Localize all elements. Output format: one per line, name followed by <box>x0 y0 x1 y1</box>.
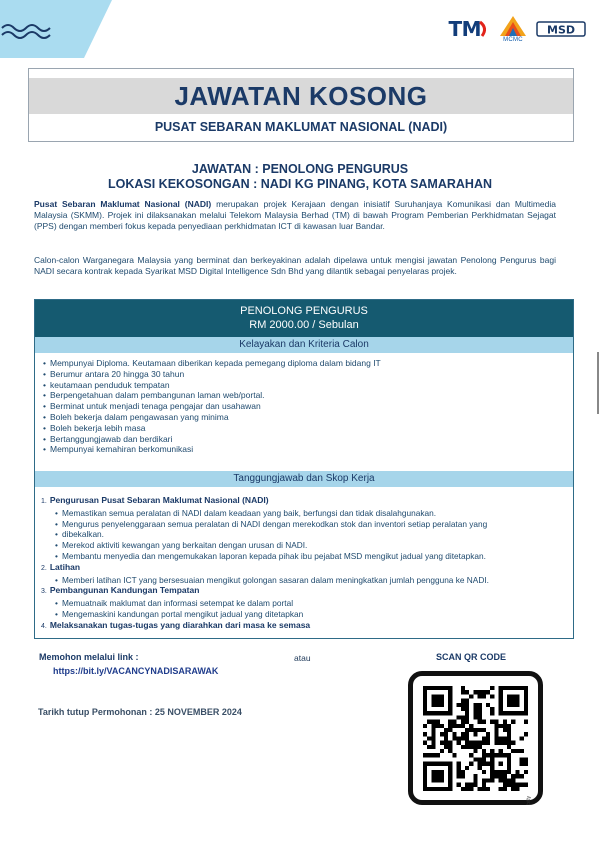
duties-header: Tanggungjawab dan Skop Kerja <box>35 471 573 487</box>
intro-org-name: Pusat Sebaran Maklumat Nasional (NADI) <box>34 199 212 209</box>
duty-section: 2. Latihan • Memberi latihan ICT yang bersesuaian mengikut golongan sasaran dalam meningkatkan jumlah pengguna ke NADI. <box>41 562 567 586</box>
duty-section: 1. Pengurusan Pusat Sebaran Maklumat Nasional (NADI) • Memastikan semua peralatan di NADI dalam keadaan yang baik, berfungsi dan tidak disalahgunakan. • Mengurus penyelenggaraan semua peralatan di NADI dengan merekodkan stok dan inventori setiap peralatan yang • dibekalkan. • Merekod aktiviti kewangan yang berkaitan dengan urusan di NADI. • Membantu menyedia dan mengemukakan laporan kepada pihak ibu pejabat MSD mengikut jadual yang ditetapkan. <box>41 495 567 562</box>
title-band <box>29 78 573 114</box>
duty-section-title: Melaksanakan tugas-tugas yang diarahkan dari masa ke semasa <box>49 619 311 630</box>
list-item: • Boleh bekerja lebih masa <box>43 423 563 434</box>
list-item: • keutamaan penduduk tempatan <box>43 380 563 391</box>
duty-section-title: Latihan <box>49 561 81 572</box>
apply-link[interactable]: https://bit.ly/VACANCYNADISARAWAK <box>53 666 219 676</box>
salary: RM 2000.00 / Sebulan <box>249 319 359 331</box>
list-item: • Memberi latihan ICT yang bersesuaian mengikut golongan sasaran dalam meningkatkan jumlah pengguna ke NADI. <box>55 575 567 586</box>
apply-label: Memohon melalui link : <box>39 652 139 662</box>
role-header <box>35 300 573 337</box>
edge-rule <box>597 352 599 414</box>
job-location: LOKASI KEKOSONGAN : NADI KG PINANG, KOTA SAMARAHAN <box>107 177 493 191</box>
list-item: • Membantu menyedia dan mengemukakan laporan kepada pihak ibu pejabat MSD mengikut jadual yang ditetapkan. <box>55 551 567 562</box>
list-item: • Mempunyai Diploma. Keutamaan diberikan kepada pemegang diploma dalam bidang IT <box>43 358 563 369</box>
list-item: • Berpengetahuan dalam pembangunan laman web/portal. <box>43 390 563 401</box>
list-item: • Berminat untuk menjadi tenaga pengajar dan usahawan <box>43 401 563 412</box>
eligibility-list <box>43 358 563 455</box>
page-title: JAWATAN KOSONG <box>174 80 428 111</box>
svg-text:MSD: MSD <box>547 23 575 37</box>
list-item: • Memuatnaik maklumat dan informasi setempat ke dalam portal <box>55 598 567 609</box>
job-position: JAWATAN : PENOLONG PENGURUS <box>191 162 409 176</box>
or-label: atau <box>294 653 311 663</box>
partner-logos <box>448 14 586 44</box>
intro-paragraph-2: Calon-calon Warganegara Malaysia yang berminat dan berkeyakinan adalah dipelawa untuk mengisi jawatan Penolong Pengurus bagi NADI secara kontrak kepada Syarikat MSD Digital Intelligence Sdn Bhd yang dilantik sebagai penyelaras projek. <box>34 255 556 276</box>
eligibility-header: Kelayakan dan Kriteria Calon <box>35 337 573 353</box>
job-info <box>0 162 600 192</box>
list-item: • Mengurus penyelenggaraan semua peralatan di NADI dengan merekodkan stok dan inventori setiap peralatan yang <box>55 519 567 530</box>
corner-wave-decoration <box>0 0 112 58</box>
duty-section-title: Pembangunan Kandungan Tempatan <box>49 585 200 596</box>
tm-logo: TM <box>448 17 490 41</box>
list-item: • Mengemaskini kandungan portal mengikut jadual yang ditetapkan <box>55 609 567 620</box>
job-details-box <box>34 299 574 639</box>
closing-date: Tarikh tutup Permohonan : 25 NOVEMBER 2024 <box>38 707 242 717</box>
qr-code[interactable] <box>408 671 543 805</box>
intro-paragraph-1 <box>34 199 556 231</box>
list-item: • Berumur antara 20 hingga 30 tahun <box>43 369 563 380</box>
duty-section: 3. Pembangunan Kandungan Tempatan • Memuatnaik maklumat dan informasi setempat ke dalam portal • Mengemaskini kandungan portal mengikut jadual yang ditetapkan <box>41 585 567 619</box>
title-box <box>28 68 574 142</box>
duty-section-title: Pengurusan Pusat Sebaran Maklumat Nasional (NADI) <box>49 495 269 505</box>
qr-caption: bitly <box>526 796 532 805</box>
mcmc-logo: MCMC <box>496 15 530 43</box>
role-title: PENOLONG PENGURUS <box>240 305 368 317</box>
qr-code-image <box>423 686 528 791</box>
msd-logo <box>536 19 586 39</box>
list-item: • Bertanggungjawab dan berdikari <box>43 434 563 445</box>
list-item: • Memastikan semua peralatan di NADI dalam keadaan yang baik, berfungsi dan tidak disalahgunakan. <box>55 508 567 519</box>
list-item: • Merekod aktiviti kewangan yang berkaitan dengan urusan di NADI. <box>55 540 567 551</box>
list-item: • Boleh bekerja dalam pengawasan yang minima <box>43 412 563 423</box>
page-subtitle: PUSAT SEBARAN MAKLUMAT NASIONAL (NADI) <box>154 120 448 134</box>
intro-description: merupakan projek Kerajaan dengan inisiatif Suruhanjaya Komunikasi dan Multimedia Malaysia (SKMM). Projek ini dilaksanakan melalui Telekom Malaysia Berhad (TM) di bawah Program Pemberian Perkhidmatan Sejagat (PPS) dengan memberi fokus kepada penyediaan perkhidmatan ICT di kawasan luar Bandar. <box>34 199 556 231</box>
duties-list <box>41 495 567 633</box>
list-item-continued: • dibekalkan. <box>55 529 567 540</box>
duty-section: 4. Melaksanakan tugas-tugas yang diarahkan dari masa ke semasa <box>41 619 311 630</box>
list-item: • Mempunyai kemahiran berkomunikasi <box>43 444 563 455</box>
scan-qr-label: SCAN QR CODE <box>436 652 507 662</box>
